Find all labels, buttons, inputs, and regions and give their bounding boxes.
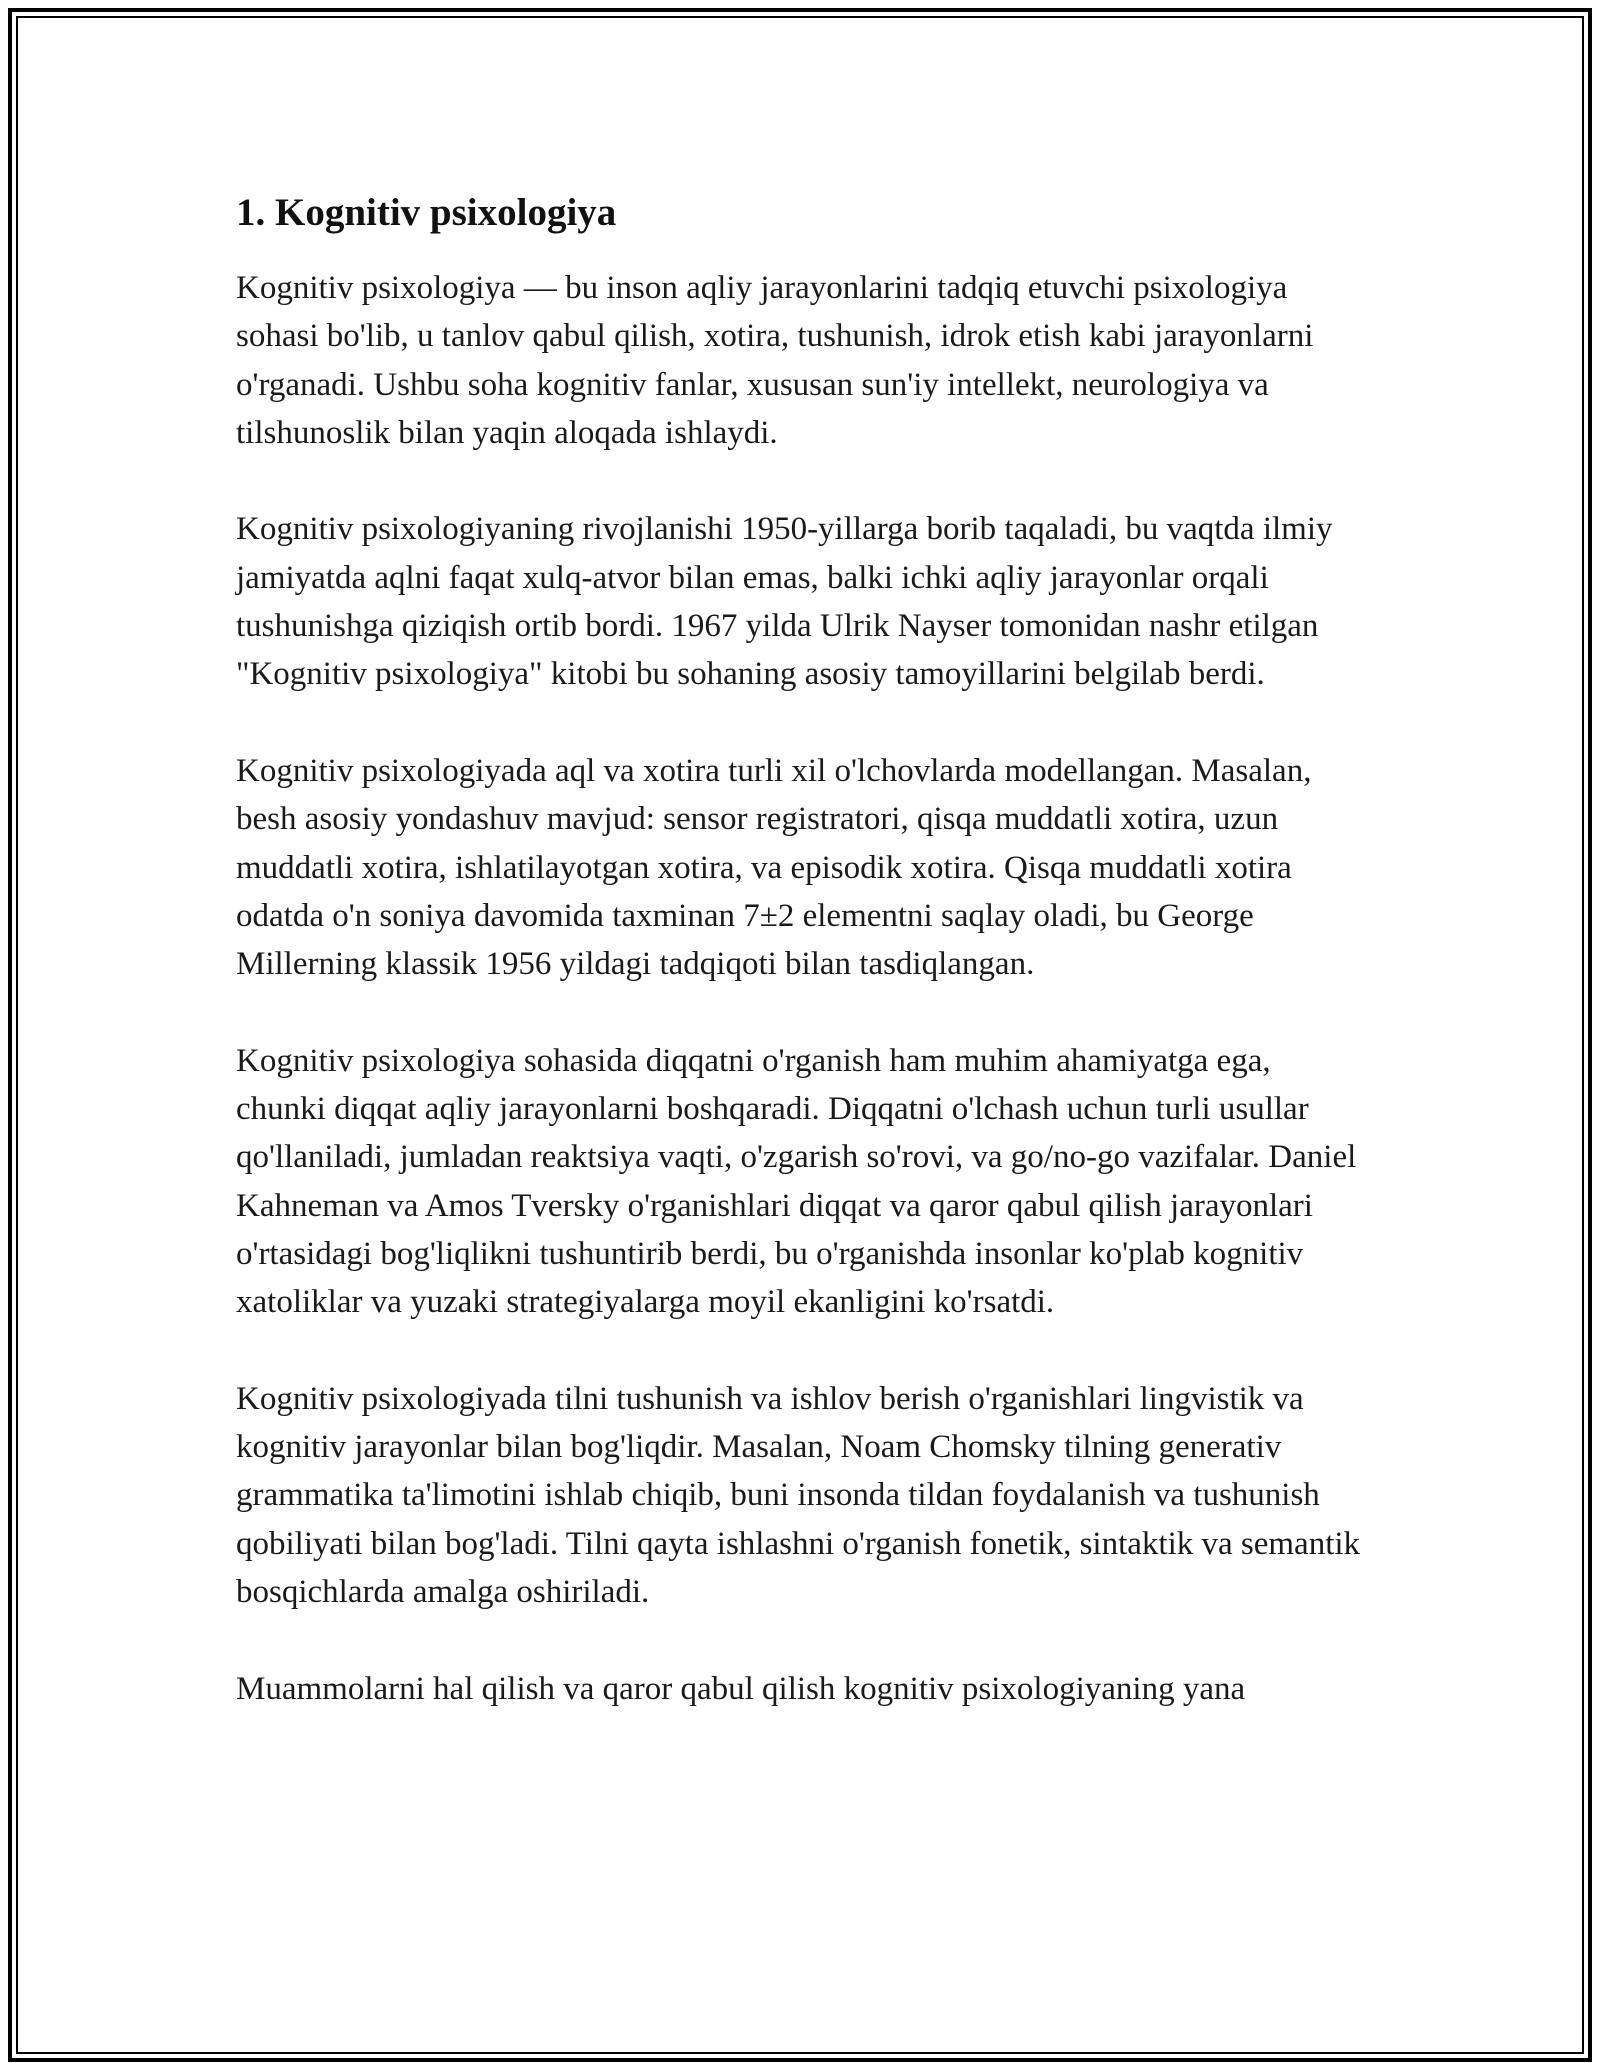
paragraph: Muammolarni hal qilish va qaror qabul qilish kognitiv psixologiyaning yana bbox=[236, 1670, 1246, 1707]
paragraph: Kognitiv psixologiyada tilni tushunish va ishlov berish o'rganishlari lingvistik va kognitiv jarayonlar bilan bog'liqdir. Masalan, Noam Chomsky tilning generativ grammatika ta'limotini ishlab chiqib, buni insonda tildan foydalanish va tushunish qobiliyati bilan bog'ladi. Tilni qayta ishlashni o'rganish fonetik, sintaktik va semantik bosqichlarda amalga oshiriladi. bbox=[236, 1380, 1361, 1611]
paragraph: Kognitiv psixologiyaning rivojlanishi 1950-yillarga borib taqaladi, bu vaqtda ilmiy jamiyatda aqlni faqat xulq-atvor bilan emas, balki ichki aqliy jarayonlar orqali tushunishga qiziqish ortib bordi. 1967 yilda Ulrik Nayser tomonidan nashr etilgan "Kognitiv psixologiya" kitobi bu sohaning asosiy tamoyillarini belgilab berdi. bbox=[236, 511, 1333, 693]
paragraph: Kognitiv psixologiya sohasida diqqatni o'rganish ham muhim ahamiyatga ega, chunki diqqat aqliy jarayonlarni boshqaradi. Diqqatni o'lchash uchun turli usullar qo'llaniladi, jumladan reaktsiya vaqti, o'zgarish so'rovi, va go/no-go vazifalar. Daniel Kahneman va Amos Tversky o'rganishlari diqqat va qaror qabul qilish jarayonlari o'rtasidagi bog'liqlikni tushuntirib berdi, bu o'rganishda insonlar ko'plab kognitiv xatoliklar va yuzaki strategiyalarga moyil ekanligini ko'rsatdi. bbox=[236, 1042, 1357, 1321]
section-heading: 1. Kognitiv psixologiya bbox=[236, 191, 617, 234]
paragraph: Kognitiv psixologiya — bu inson aqliy jarayonlarini tadqiq etuvchi psixologiya sohasi bo'lib, u tanlov qabul qilish, xotira, tushunish, idrok etish kabi jarayonlarni o'rganadi. Ushbu soha kognitiv fanlar, xususan sun'iy intellekt, neurologiya va tilshunoslik bilan yaqin aloqada ishlaydi. bbox=[236, 270, 1314, 451]
paragraph: Kognitiv psixologiyada aql va xotira turli xil o'lchovlarda modellangan. Masalan, besh asosiy yondashuv mavjud: sensor registratori, qisqa muddatli xotira, uzun muddatli xotira, ishlatilayotgan xotira, va episodik xotira. Qisqa muddatli xotira odatda o'n soniya davomida taxminan 7±2 elementni saqlay oladi, bu George Millerning klassik 1956 yildagi tadqiqoti bilan tasdiqlangan. bbox=[236, 752, 1312, 983]
document-body bbox=[236, 186, 1366, 1761]
